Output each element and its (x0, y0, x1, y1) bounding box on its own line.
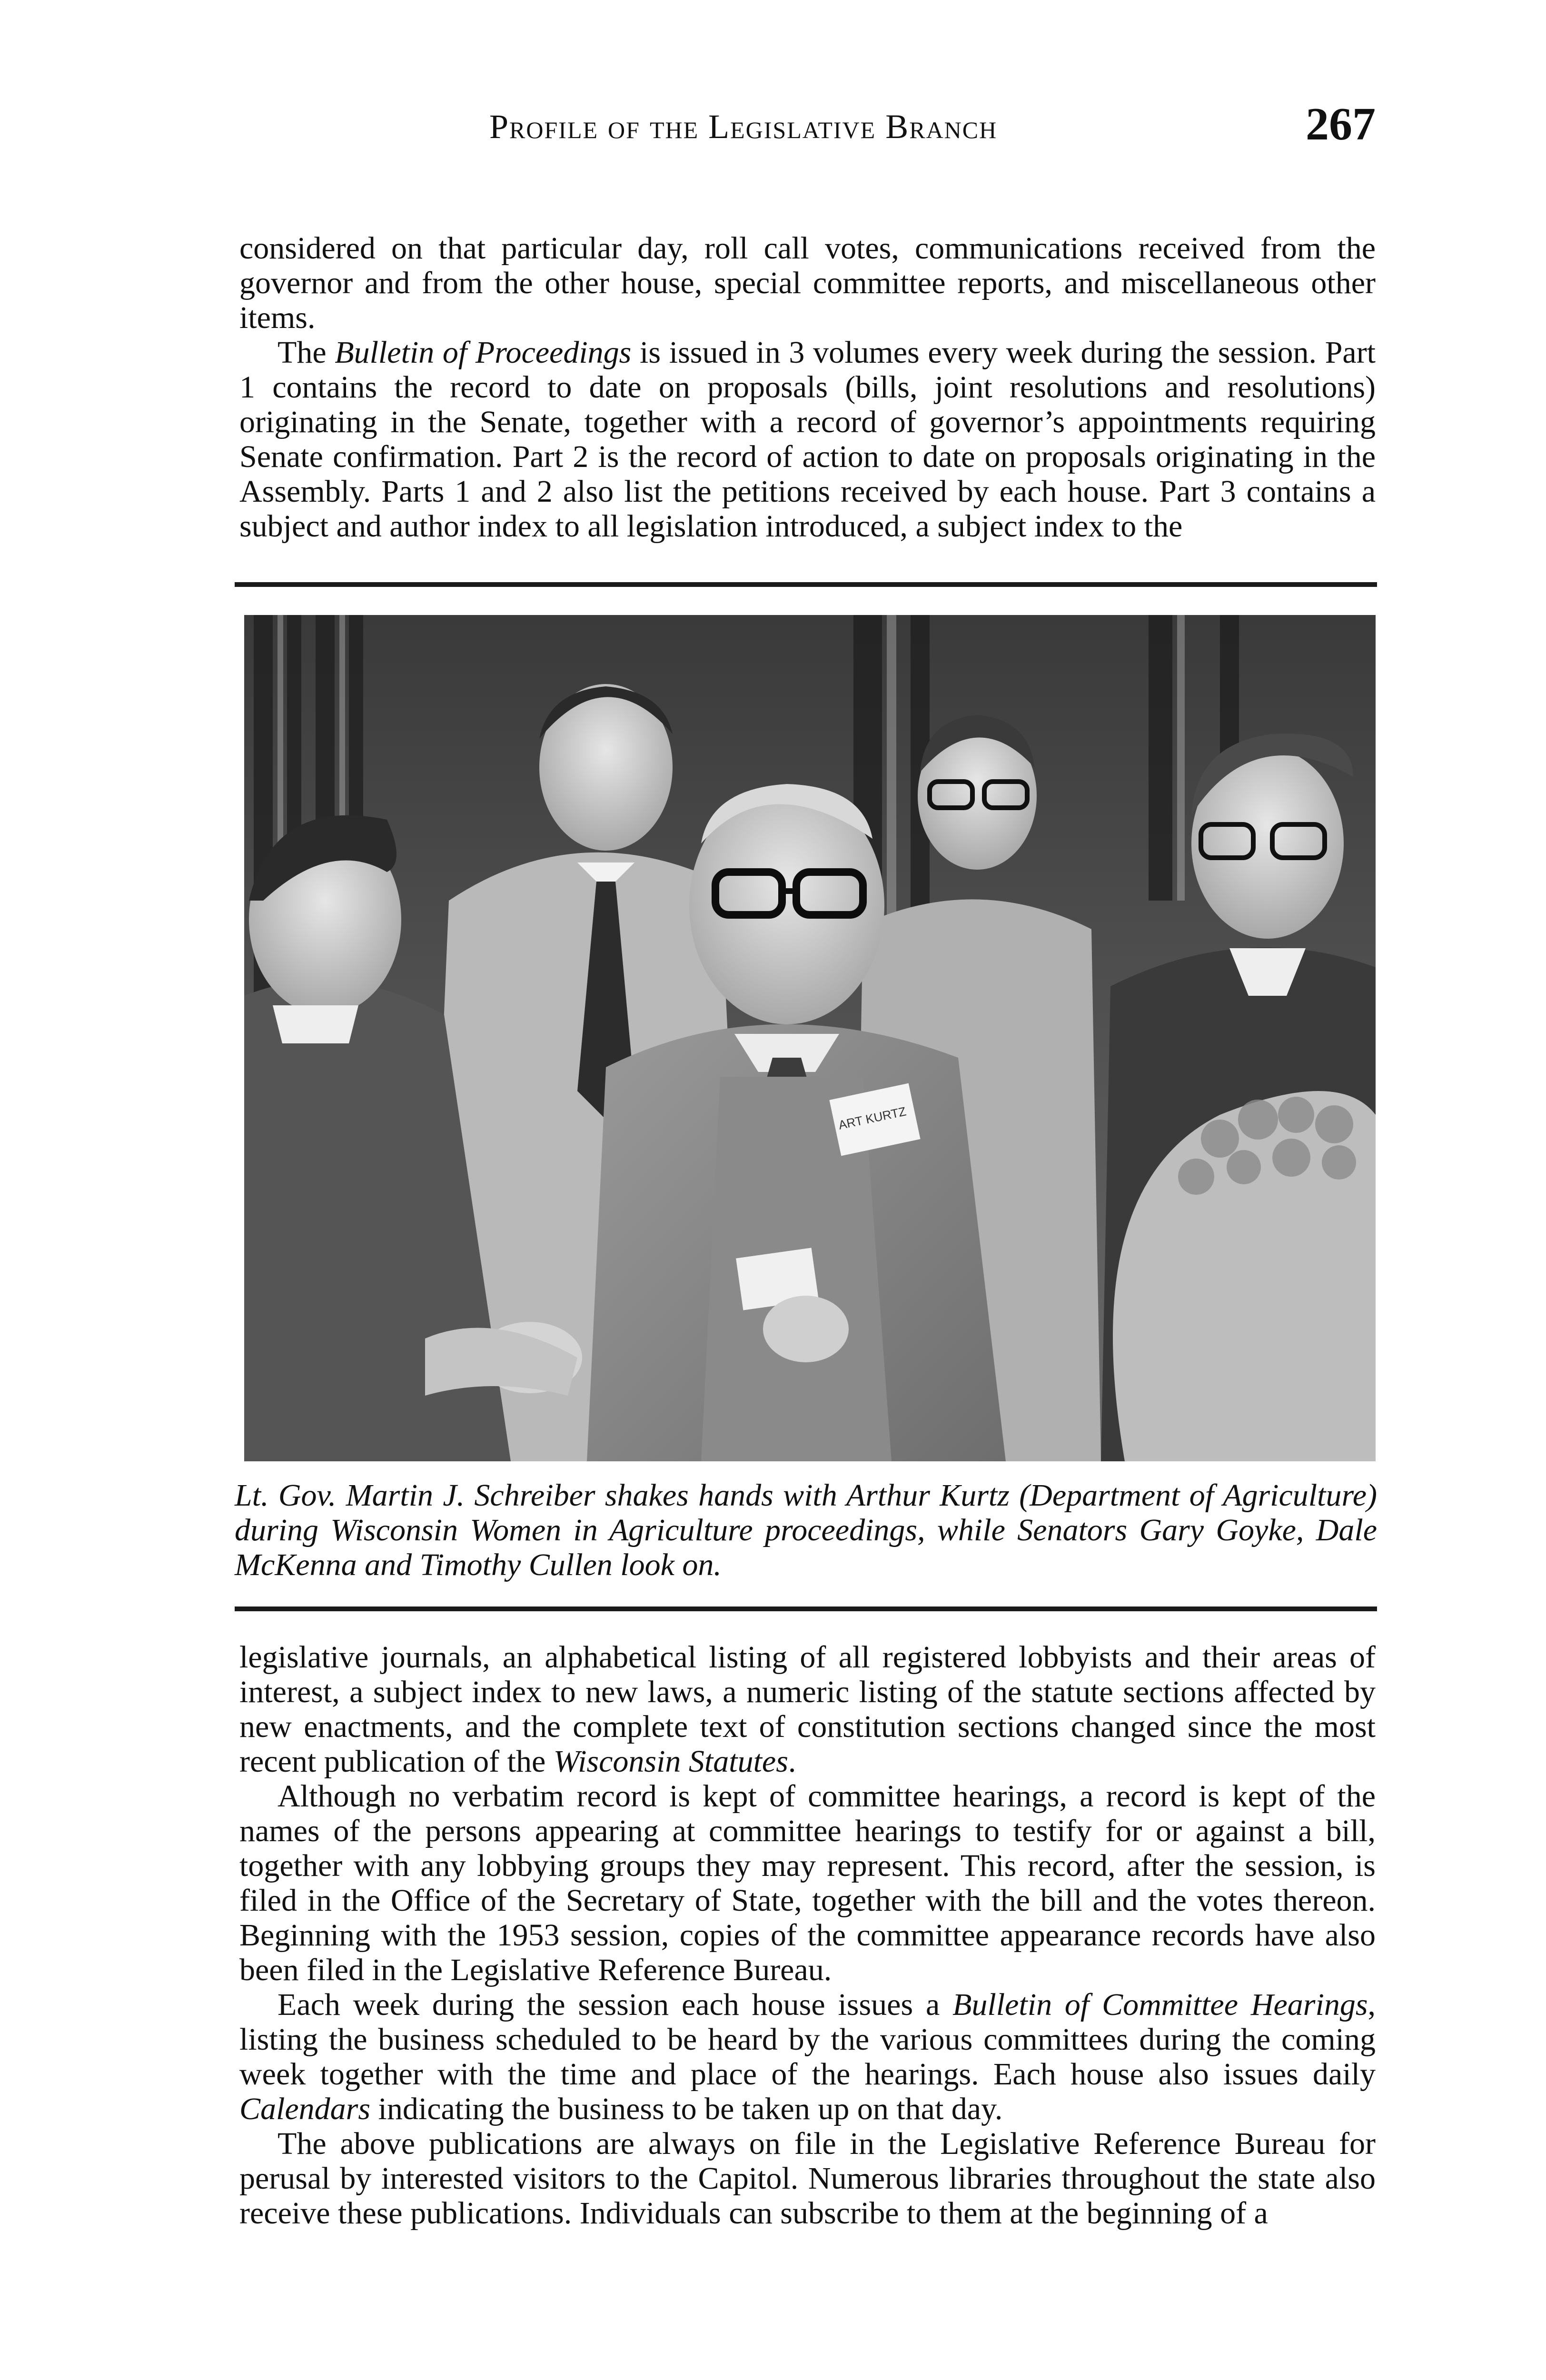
text-span: is issued in 3 volumes every week during the session. Part 1 contains the record to date on proposals (bills, joint resolutions and resolutions) originating in the Senate, together with a record of governor’s appointments requiring Senate confirmation. Part 2 is the record of action to date on proposals originating in the Assembly. Parts 1 and 2 also list the petitions received by each house. Part 3 contains a subject and author index to all legislation introduced, a subject index to the (239, 335, 1376, 544)
publication-title: Wisconsin Statutes (553, 1744, 788, 1779)
text-span: . (788, 1744, 796, 1779)
running-header (239, 98, 1376, 155)
text-span: , listing the business scheduled to be heard by the various committees during the coming week together with the time and place of the hearings. Each house also issues daily (239, 1987, 1376, 2092)
top-text-block (239, 231, 1376, 544)
divider-rule (235, 582, 1377, 587)
publication-title: Bulletin of Proceedings (335, 335, 632, 370)
paragraph (239, 335, 1376, 544)
paragraph (239, 1640, 1376, 1779)
text-span: Each week during the session each house issues a (277, 1987, 953, 2022)
running-title: Profile of the Legislative Branch (489, 108, 998, 146)
publication-title: Bulletin of Committee Hearings (952, 1987, 1368, 2022)
text-span: indicating the business to be taken up on that day. (370, 2092, 1003, 2126)
text-span: legislative journals, an alphabetical listing of all registered lobbyists and their areas of interest, a subject index to new laws, a numeric listing of the statute sections affected by new enactments, and the complete text of constitution sections changed since the most recent publication of the (239, 1640, 1376, 1779)
paragraph: The above publications are always on file in the Legislative Reference Bureau for perusal by interested visitors to the Capitol. Numerous libraries throughout the state also receive these publications. Individuals can subscribe to them at the beginning of a (239, 2126, 1376, 2231)
caption-text: Lt. Gov. Martin J. Schreiber shakes hands with Arthur Kurtz (Department of Agriculture) during Wisconsin Women in Agriculture proceedings, while Senators Gary Goyke, Dale McKenna and Timothy Cullen look on. (235, 1478, 1377, 1582)
paragraph (239, 1987, 1376, 2126)
photo-caption (235, 1478, 1377, 1582)
publication-title: Calendars (239, 2092, 371, 2126)
paragraph: considered on that particular day, roll call votes, communications received from the governor and from the other house, special committee reports, and miscellaneous other items. (239, 231, 1376, 335)
photograph (244, 615, 1376, 1461)
page-number: 267 (1306, 99, 1376, 150)
photo-illustration (244, 615, 1376, 1461)
divider-rule (235, 1606, 1377, 1611)
bottom-text-block (239, 1640, 1376, 2231)
text-span: The (277, 335, 335, 370)
name-badge: ART KURTZ (837, 1104, 908, 1132)
paragraph: Although no verbatim record is kept of committee hearings, a record is kept of the names of the persons appearing at committee hearings to testify for or against a bill, together with any lobbying groups they may represent. This record, after the session, is filed in the Office of the Secretary of State, together with the bill and the votes thereon. Beginning with the 1953 session, copies of the committee appearance records have also been filed in the Legislative Reference Bureau. (239, 1779, 1376, 1987)
